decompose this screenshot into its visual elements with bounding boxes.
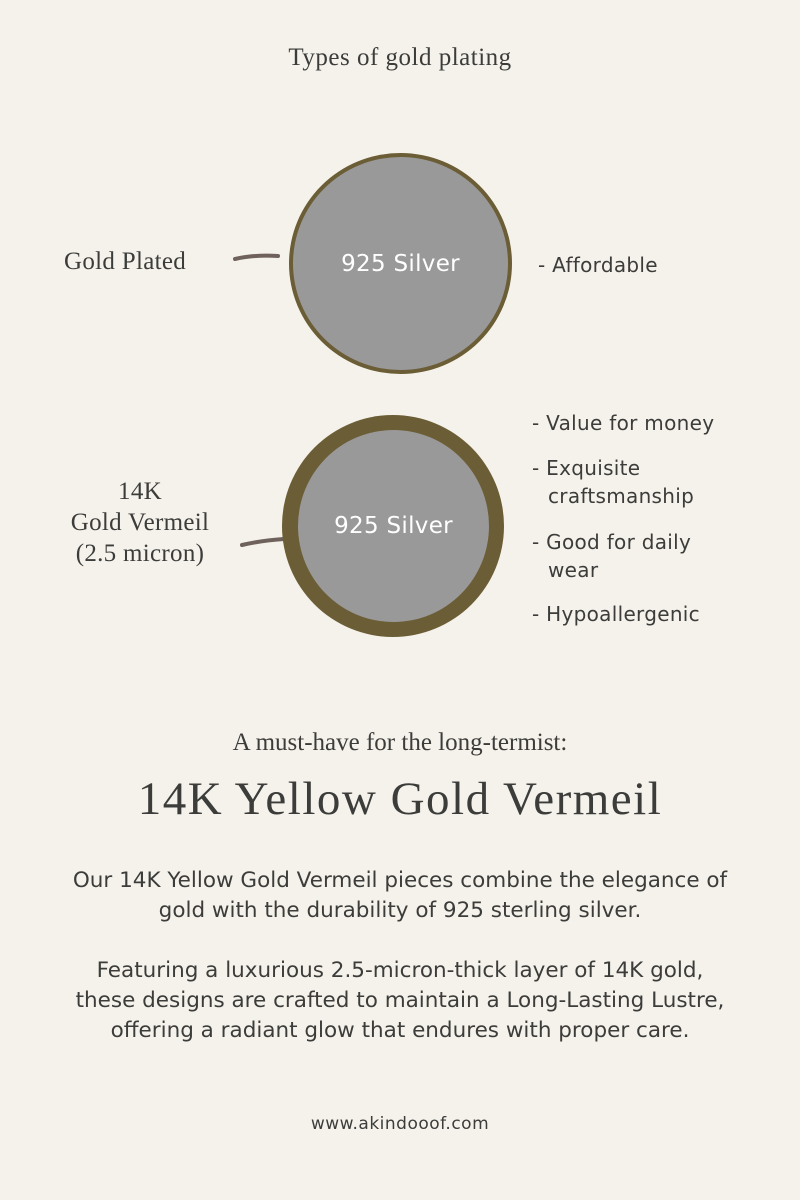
paragraph-line: Featuring a luxurious 2.5-micron-thick layer of 14K gold,	[96, 958, 704, 983]
feature-line: - Value for money	[532, 411, 715, 435]
feature-line: - Exquisite	[532, 456, 641, 480]
page-title: Types of gold plating	[288, 44, 512, 71]
gold-vermeil-feature	[532, 528, 691, 584]
gold-vermeil-circle	[298, 430, 489, 622]
gold-vermeil-label-line: 14K	[118, 478, 162, 505]
gold-vermeil-label-line: Gold Vermeil	[70, 509, 210, 536]
paragraph-line: Our 14K Yellow Gold Vermeil pieces combine the elegance of	[72, 868, 728, 893]
gold-vermeil-feature	[532, 454, 694, 510]
feature-line: craftsmanship	[548, 484, 695, 508]
gold-plated-feature: - Affordable	[538, 253, 658, 277]
gold-vermeil-feature	[532, 409, 714, 437]
gold-plated-circle	[289, 153, 512, 374]
paragraph-line: offering a radiant glow that endures with proper care.	[110, 1018, 690, 1043]
gold-plated-core-label: 925 Silver	[341, 250, 460, 277]
feature-line: wear	[548, 558, 599, 582]
gold-vermeil-core-label: 925 Silver	[334, 513, 453, 539]
paragraph-line: gold with the durability of 925 sterling silver.	[158, 898, 642, 923]
gold-vermeil-label	[40, 476, 240, 569]
gold-vermeil-feature	[532, 600, 700, 628]
gold-vermeil-pointer	[242, 539, 284, 545]
product-name: 14K Yellow Gold Vermeil	[137, 773, 663, 825]
gold-vermeil-label-line: (2.5 micron)	[75, 540, 205, 567]
feature-line: - Good for daily	[532, 530, 692, 554]
description-paragraph	[40, 956, 760, 1046]
feature-line: - Hypoallergenic	[532, 602, 700, 626]
description-paragraph	[40, 866, 760, 926]
paragraph-line: these designs are crafted to maintain a Long-Lasting Lustre,	[75, 988, 725, 1013]
gold-plated-label: Gold Plated	[64, 248, 187, 275]
website-link[interactable]: www.akindooof.com	[310, 1114, 490, 1134]
gold-plated-pointer	[235, 256, 278, 259]
tagline: A must-have for the long-termist:	[232, 729, 568, 756]
